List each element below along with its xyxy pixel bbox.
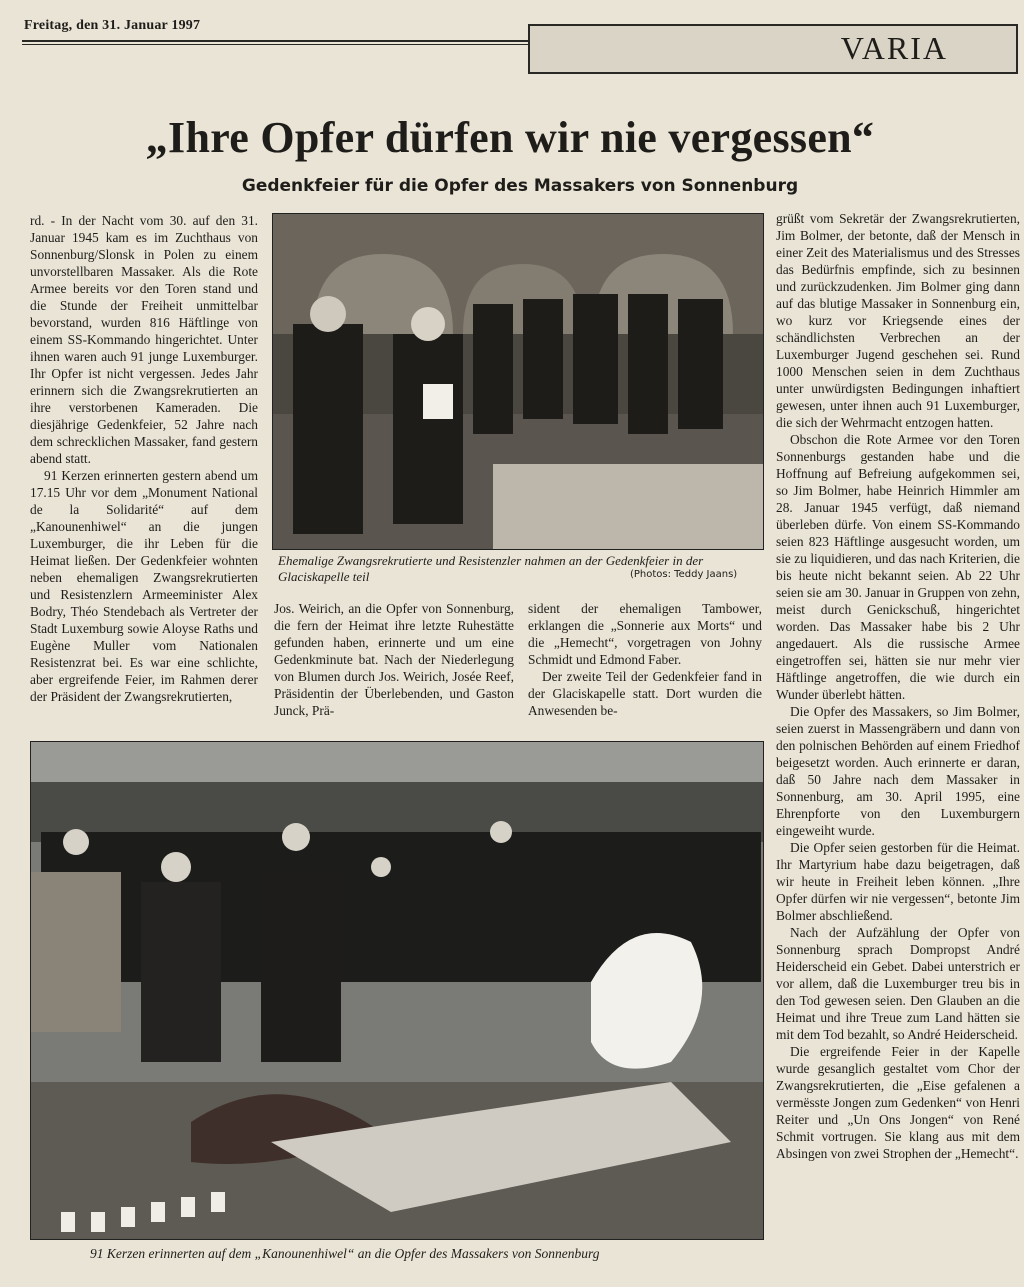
section-box: [528, 24, 1018, 74]
column-1: [30, 212, 258, 705]
header-rule-thin: [22, 44, 528, 45]
paragraph: Die Opfer seien gestorben für die Heimat. Ihr Martyrium habe dazu beigetragen, daß wir heute in Freiheit leben können. „Ihre Opfer dürfen wir nie vergessen“, betonte Jim Bolmer abschließend.: [776, 840, 1020, 923]
paragraph: Nach der Aufzählung der Opfer von Sonnenburg sprach Dompropst André Heiderscheid ein Gebet. Dabei unterstrich er vor allem, daß die Luxemburger treu bis in den Tod gewesen seien. Den Glauben an die Heimat und ihre Treue zum Land hätten sie mit dem Tod bezahlt, so André Heiderscheid.: [776, 925, 1020, 1042]
paragraph: 91 Kerzen erinnerten gestern abend um 17.15 Uhr vor dem „Monument National de la Solidarité“ auf dem „Kanounenhiwel“ an die jungen Luxemburger, die ihr Leben für die Heimat ließen. Der Gedenkfeier wohnten neben ehemaligen Zwangsrekrutierten und Resistenzlern Armeeminister Alex Bodry, Théo Stendebach als Vertreter der Stadt Luxemburg sowie Aloyse Raths und Eugène Muller vom Nationalen Resistenzrat bei. Es war eine schlichte, aber ergreifende Feier, im Rahmen derer der Präsident der Zwangsrekrutierten,: [30, 468, 258, 704]
dateline: Freitag, den 31. Januar 1997: [24, 18, 201, 33]
column-4: [776, 210, 1020, 1162]
column-2: [274, 600, 514, 719]
headline: „Ihre Opfer dürfen wir nie vergessen“: [145, 113, 875, 162]
photo-caption-memorial: 91 Kerzen erinnerten auf dem „Kanounenhiwel“ an die Opfer des Massakers von Sonnenburg: [90, 1246, 600, 1261]
paragraph: Der zweite Teil der Gedenkfeier fand in der Glaciskapelle statt. Dort wurden die Anwesenden be-: [528, 669, 762, 718]
photo-memorial: [30, 741, 764, 1240]
column-3: [528, 600, 762, 719]
photo-credit: (Photos: Teddy Jaans): [630, 569, 738, 580]
header-rule: [22, 40, 528, 42]
photo-chapel: [272, 213, 764, 550]
paragraph: Obschon die Rote Armee vor den Toren Sonnenburgs gestanden habe und die Hoffnung auf Befreiung aufgekommen sei, so Jim Bolmer, habe Heinrich Himmler am 28. Januar 1945 verfügt, daß niemand überleben dürfe. Von einem SS-Kommando seien 823 Häftlinge ausgesucht worden, um sie zu liquidieren, und das nach Kriterien, die bis heute nicht bekannt seien. Ab 22 Uhr seien sie am 30. Januar in Gruppen von zehn, meist durch Genickschuß, hingerichtet worden. Das Massaker habe bis 2 Uhr angedauert. Als die russische Armee eingetroffen sei, hätten sie nur mehr vier Häftlinge angetroffen, die wie durch ein Wunder überlebt hätten.: [776, 432, 1020, 702]
paragraph: Jos. Weirich, an die Opfer von Sonnenburg, die fern der Heimat ihre letzte Ruhestätte gefunden haben, erinnerte und um eine Gedenkminute bat. Nach der Niederlegung von Blumen durch Jos. Weirich, Josée Reef, Präsidentin der Überlebenden, und Gaston Junck, Prä-: [274, 601, 514, 718]
subheadline: Gedenkfeier für die Opfer des Massakers von Sonnenburg: [241, 176, 799, 196]
paragraph: sident der ehemaligen Tambower, erklangen die „Sonnerie aux Morts“ und die „Hemecht“, vorgetragen von Johny Schmidt und Edmond Faber.: [528, 601, 762, 667]
photo-caption-chapel: Ehemalige Zwangsrekrutierte und Resistenzler nahmen an der Gedenkfeier in der Glaciskapelle teil: [278, 553, 704, 584]
paragraph: Die ergreifende Feier in der Kapelle wurde gesanglich gestaltet vom Chor der Zwangsrekrutierten, die „Eise gefalenen a vermësste Jongen zum Gedenken“ von Henri Reiter und „Un Ons Jongen“ von René Schmit vortrugen. Sie klang aus mit dem Absingen von zwei Strophen der „Hemecht“.: [776, 1044, 1020, 1161]
paragraph: grüßt vom Sekretär der Zwangsrekrutierten, Jim Bolmer, der betonte, daß der Mensch in einer Zeit des Materialismus und des Stresses das Bedürfnis empfinde, sich zu besinnen und zurückzudenken. Jim Bolmer ging dann auf das blutige Massaker in Sonnenburg ein, wo kurz vor Kriegsende eines der schändlichsten Verbrechen an der Luxemburger Jugend geschehen sei. Rund 1000 Menschen seien in dem Zuchthaus unter unwürdigsten Bedingungen inhaftiert gewesen, unter ihnen auch 91 Luxemburger, die sich der Wehrmacht entzogen hatten.: [776, 211, 1020, 430]
paragraph: Die Opfer des Massakers, so Jim Bolmer, seien zuerst in Massengräbern und dann von den polnischen Behörden auf einem Friedhof beigesetzt worden. Auch erinnerte er daran, daß 50 Jahre nach dem Massaker in Sonnenburg, am 30. April 1995, eine Ehrenpforte von den Luxemburgern eingeweiht wurde.: [776, 704, 1020, 838]
section-label: VARIA: [840, 30, 948, 66]
paragraph: rd. - In der Nacht vom 30. auf den 31. Januar 1945 kam es im Zuchthaus von Sonnenburg/Slonsk in Polen zu einem unvorstellbaren Massaker. Als die Rote Armee bereits vor den Toren stand und die Stunde der Freiheit unmittelbar bevorstand, wurden 816 Häftlinge von einem SS-Kommando hingerichtet. Unter ihnen waren auch 91 junge Luxemburger. Ihr Opfer ist nicht vergessen. Jedes Jahr erinnern sich die Zwangsrekrutierten an ihre verstorbenen Kameraden. Die diesjährige Gedenkfeier, 52 Jahre nach dem schrecklichen Massaker, fand gestern abend statt.: [30, 213, 258, 466]
